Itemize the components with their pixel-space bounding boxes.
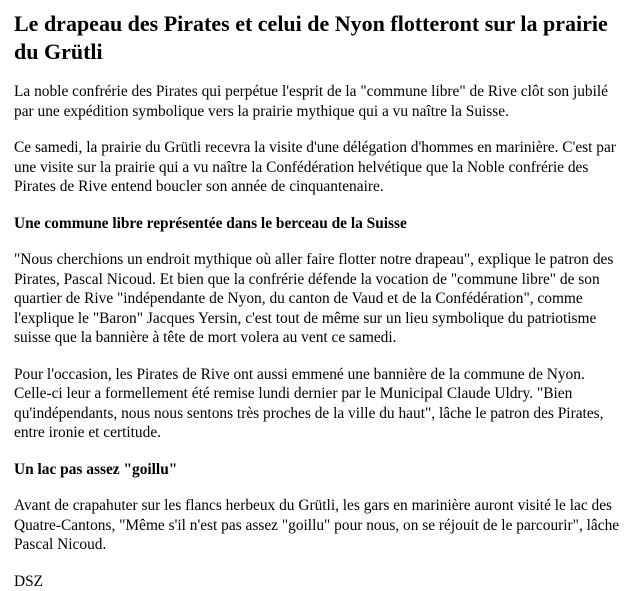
article-title: Le drapeau des Pirates et celui de Nyon flotteront sur la prairie du Grütli	[14, 10, 622, 66]
article-lead: La noble confrérie des Pirates qui perpétue l'esprit de la "commune libre" de Rive clôt son jubilé par une expédition symbolique vers la prairie mythique qui a vu naître la Suisse.	[14, 82, 622, 121]
article-subheading-2: Un lac pas assez "goillu"	[14, 460, 622, 480]
article-paragraph-4: Avant de crapahuter sur les flancs herbeux du Grütli, les gars en marinière auront visité le lac des Quatre-Cantons, "Même s'il n'est pas assez "goillu" pour nous, on se réjouit de le parcourir", lâche Pascal Nicoud.	[14, 496, 622, 555]
article-paragraph-3: Pour l'occasion, les Pirates de Rive ont aussi emmené une bannière de la commune de Nyon. Celle-ci leur a formellement été remise lundi dernier par le Municipal Claude Uldry. "Bien qu'indépendants, nous nous sentons très proches de la ville du haut", lâche le patron des Pirates, entre ironie et certitude.	[14, 365, 622, 443]
article-paragraph-2: "Nous cherchions un endroit mythique où aller faire flotter notre drapeau", explique le patron des Pirates, Pascal Nicoud. Et bien que la confrérie défende la vocation de "commune libre" de son quartier de Rive "indépendante de Nyon, du canton de Vaud et de la Confédération", comme l'explique le "Baron" Jacques Yersin, c'est tout de même sur un lieu symbolique du patriotisme suisse que la bannière à tête de mort volera au vent ce samedi.	[14, 250, 622, 348]
article-paragraph-1: Ce samedi, la prairie du Grütli recevra la visite d'une délégation d'hommes en marinière. C'est par une visite sur la prairie qui a vu naître la Confédération helvétique que la Noble confrérie des Pirates de Rive entend boucler son année de cinquantenaire.	[14, 138, 622, 197]
article-subheading-1: Une commune libre représentée dans le berceau de la Suisse	[14, 214, 622, 234]
author-signature: DSZ	[14, 572, 622, 591]
